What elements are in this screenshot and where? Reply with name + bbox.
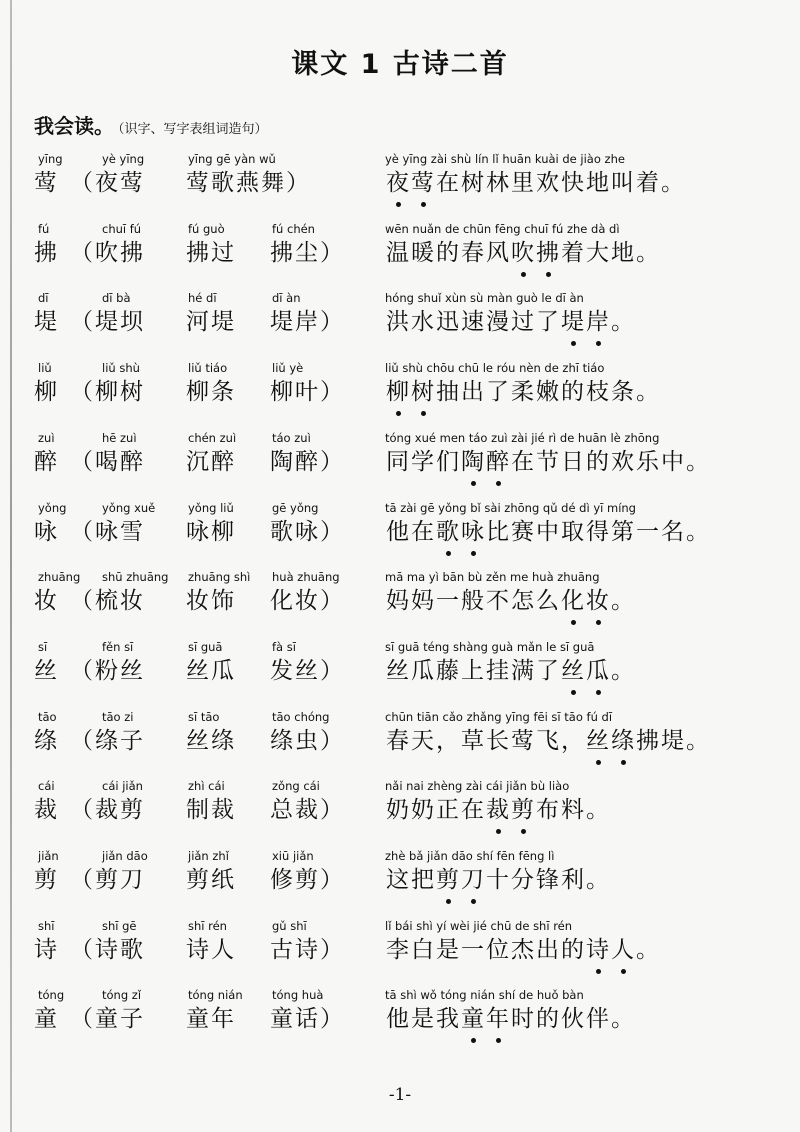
word3: 歌咏） <box>270 518 345 545</box>
word3: 发丝） <box>270 657 345 684</box>
vocab-char: 裁 <box>34 797 59 824</box>
word1: （夜莺 <box>70 170 145 196</box>
word2: 柳条 <box>186 379 236 406</box>
emphasis-dot <box>596 341 601 346</box>
char-pinyin: shī <box>38 918 55 933</box>
sentence-pinyin: liǔ shù chōu chū le róu nèn de zhī tiáo <box>385 361 605 376</box>
vocab-row <box>0 222 800 292</box>
emphasis-dot <box>496 829 501 834</box>
vocab-row <box>0 431 800 501</box>
sentence-pinyin: yè yīng zài shù lín lǐ huān kuài de jiào zhe <box>385 152 625 166</box>
emphasis-dot <box>621 969 626 974</box>
sentence-pinyin: lǐ bái shì yí wèi jié chū de shī rén <box>385 918 573 933</box>
char-pinyin: fú <box>38 221 50 236</box>
char-pinyin: yǒng <box>38 500 67 515</box>
char-pinyin: dī <box>38 291 49 306</box>
word2-pinyin: sī guā <box>188 639 223 654</box>
vocab-char: 剪 <box>34 867 59 893</box>
emphasis-dot <box>596 620 601 625</box>
sentence-pinyin: tā zài gē yǒng bǐ sài zhōng qǔ dé dì yī míng <box>385 500 636 515</box>
word2: 咏柳 <box>186 518 236 545</box>
word3-pinyin: xiū jiǎn <box>272 849 314 863</box>
char-pinyin: zhuāng <box>38 570 81 585</box>
emphasis-dot <box>396 202 401 207</box>
sentence-pinyin: wēn nuǎn de chūn fēng chuī fú zhe dà dì <box>385 221 620 236</box>
word2: 丝瓜 <box>186 657 236 684</box>
emphasis-dot <box>471 481 476 486</box>
word1: （柳树 <box>70 379 145 406</box>
char-pinyin: liǔ <box>38 361 52 376</box>
emphasis-dot <box>571 690 576 695</box>
example-sentence: 春天，草长莺飞，丝绦拂堤。 <box>386 727 711 754</box>
word2: 丝绦 <box>186 727 236 754</box>
vocab-char: 妆 <box>34 588 59 615</box>
char-pinyin: tóng <box>38 988 65 1003</box>
word1-pinyin: shī gē <box>102 918 137 933</box>
word3-pinyin: liǔ yè <box>272 361 304 376</box>
vocab-char: 童 <box>34 1006 59 1033</box>
word2-pinyin: liǔ tiáo <box>188 361 228 376</box>
vocab-char: 柳 <box>34 379 59 406</box>
word2-pinyin: tóng nián <box>188 988 243 1003</box>
vocab-char: 醉 <box>34 448 59 475</box>
word3: 总裁） <box>270 797 345 824</box>
vocab-char: 诗 <box>34 936 59 963</box>
word2: 剪纸 <box>186 867 236 893</box>
word3-pinyin: táo zuì <box>272 430 311 445</box>
example-sentence: 奶奶正在裁剪布料。 <box>386 797 611 824</box>
emphasis-dot <box>446 899 451 904</box>
char-pinyin: tāo <box>38 709 57 724</box>
word1-pinyin: hē zuì <box>102 430 137 445</box>
word2: 拂过 <box>186 239 236 266</box>
word1: （裁剪 <box>70 797 145 824</box>
example-sentence: 同学们陶醉在节日的欢乐中。 <box>386 448 711 475</box>
word3: 柳叶） <box>270 379 345 406</box>
word2-pinyin: zhuāng shì <box>188 570 251 585</box>
emphasis-dot <box>446 551 451 556</box>
vocab-row <box>0 640 800 710</box>
word2-pinyin: yīng gē yàn wǔ <box>188 152 276 166</box>
emphasis-dot <box>596 690 601 695</box>
section-heading <box>34 110 268 139</box>
example-sentence: 洪水迅速漫过了堤岸。 <box>386 309 636 336</box>
emphasis-dot <box>521 829 526 834</box>
word1-pinyin: fěn sī <box>102 639 134 654</box>
emphasis-dot <box>496 481 501 486</box>
word3: 陶醉） <box>270 448 345 475</box>
char-pinyin: cái <box>38 779 55 794</box>
sentence-pinyin: tā shì wǒ tóng nián shí de huǒ bàn <box>385 988 584 1003</box>
vocab-row <box>0 152 800 222</box>
word2: 制裁 <box>186 797 236 824</box>
word1: （剪刀 <box>70 867 145 893</box>
emphasis-dot <box>521 272 526 277</box>
word2: 童年 <box>186 1006 236 1033</box>
vocab-row <box>0 501 800 571</box>
sentence-pinyin: mā ma yì bān bù zěn me huà zhuāng <box>385 570 600 585</box>
vocab-char: 咏 <box>34 518 59 545</box>
vocab-row <box>0 849 800 919</box>
vocab-char: 绦 <box>34 727 59 754</box>
word2-pinyin: shī rén <box>188 918 227 933</box>
word3: 童话） <box>270 1006 345 1033</box>
vocab-row <box>0 988 800 1058</box>
word3-pinyin: gē yǒng <box>272 500 319 515</box>
emphasis-dot <box>571 620 576 625</box>
word3-pinyin: dī àn <box>272 291 301 306</box>
word3-pinyin: tāo chóng <box>272 709 330 724</box>
word1-pinyin: liǔ shù <box>102 361 140 376</box>
word1-pinyin: dī bà <box>102 291 131 306</box>
word2: 河堤 <box>186 309 236 336</box>
word3-pinyin: fà sī <box>272 639 296 654</box>
word1: （梳妆 <box>70 588 145 615</box>
word2: 沉醉 <box>186 448 236 475</box>
word3-pinyin: fú chén <box>272 221 315 236</box>
page-number: -1- <box>388 1085 412 1105</box>
emphasis-dot <box>546 272 551 277</box>
emphasis-dot <box>396 411 401 416</box>
vocab-row <box>0 919 800 989</box>
emphasis-dot <box>621 760 626 765</box>
word1: （堤坝 <box>70 309 145 336</box>
vocab-row <box>0 291 800 361</box>
vocab-row <box>0 710 800 780</box>
section-note: （识字、写字表组词造句） <box>118 122 268 137</box>
word2-pinyin: fú guò <box>188 221 225 236</box>
word3-pinyin: tóng huà <box>272 988 324 1003</box>
word1: （童子 <box>70 1006 145 1033</box>
section-heading-text: 我会读。 <box>34 114 114 138</box>
sentence-pinyin: hóng shuǐ xùn sù màn guò le dī àn <box>385 291 584 306</box>
word2-pinyin: hé dī <box>188 291 217 306</box>
vocab-char: 堤 <box>34 309 59 336</box>
word3: 古诗） <box>270 936 345 963</box>
word3-pinyin: huà zhuāng <box>272 570 340 585</box>
vocab-row <box>0 779 800 849</box>
word1: （诗歌 <box>70 936 145 963</box>
emphasis-dot <box>421 411 426 416</box>
emphasis-dot <box>421 202 426 207</box>
word3: 修剪） <box>270 867 345 893</box>
example-sentence: 这把剪刀十分锋利。 <box>386 867 611 893</box>
word2: 诗人 <box>186 936 236 963</box>
emphasis-dot <box>471 899 476 904</box>
word2-pinyin: sī tāo <box>188 709 220 724</box>
char-pinyin: sī <box>38 639 48 654</box>
word3-pinyin: zǒng cái <box>272 779 320 794</box>
vocab-char: 莺 <box>34 170 59 196</box>
word2: 莺歌燕舞） <box>186 170 311 196</box>
word1-pinyin: yè yīng <box>102 152 145 166</box>
word3: 绦虫） <box>270 727 345 754</box>
sentence-pinyin: nǎi nai zhèng zài cái jiǎn bù liào <box>385 779 570 794</box>
word3: 化妆） <box>270 588 345 615</box>
emphasis-dot <box>596 969 601 974</box>
word3: 拂尘） <box>270 239 345 266</box>
vocab-row <box>0 361 800 431</box>
word3: 堤岸） <box>270 309 345 336</box>
emphasis-dot <box>571 341 576 346</box>
example-sentence: 李白是一位杰出的诗人。 <box>386 936 661 963</box>
word1-pinyin: tāo zi <box>102 709 134 724</box>
example-sentence: 柳树抽出了柔嫩的枝条。 <box>386 379 661 406</box>
sentence-pinyin: zhè bǎ jiǎn dāo shí fēn fēng lì <box>385 849 555 863</box>
vocab-row <box>0 570 800 640</box>
word1-pinyin: chuī fú <box>102 221 142 236</box>
emphasis-dot <box>596 760 601 765</box>
word1: （粉丝 <box>70 657 145 684</box>
page-title: 课文 1 古诗二首 <box>291 49 509 80</box>
char-pinyin: zuì <box>38 430 55 445</box>
sentence-pinyin: sī guā téng shàng guà mǎn le sī guā <box>385 639 595 654</box>
vocab-char: 丝 <box>34 657 59 684</box>
sentence-pinyin: tóng xué men táo zuì zài jié rì de huān lè zhōng <box>385 430 660 445</box>
example-sentence: 他在歌咏比赛中取得第一名。 <box>386 518 711 545</box>
word1-pinyin: shū zhuāng <box>102 570 169 585</box>
word1-pinyin: cái jiǎn <box>102 779 143 794</box>
word2: 妆饰 <box>186 588 236 615</box>
word1: （咏雪 <box>70 518 145 545</box>
example-sentence: 他是我童年时的伙伴。 <box>386 1006 636 1033</box>
example-sentence: 丝瓜藤上挂满了丝瓜。 <box>386 657 636 684</box>
word1-pinyin: jiǎn dāo <box>102 849 148 863</box>
word2-pinyin: zhì cái <box>188 779 225 794</box>
word1-pinyin: tóng zǐ <box>102 988 142 1003</box>
word2-pinyin: yǒng liǔ <box>188 500 234 515</box>
emphasis-dot <box>471 551 476 556</box>
char-pinyin: yīng <box>38 152 63 166</box>
example-sentence: 妈妈一般不怎么化妆。 <box>386 588 636 615</box>
word3-pinyin: gǔ shī <box>272 918 307 933</box>
example-sentence: 温暖的春风吹拂着大地。 <box>386 239 661 266</box>
vocab-char: 拂 <box>34 239 59 266</box>
sentence-pinyin: chūn tiān cǎo zhǎng yīng fēi sī tāo fú dī <box>385 709 613 724</box>
word1: （喝醉 <box>70 448 145 475</box>
emphasis-dot <box>471 1038 476 1043</box>
example-sentence: 夜莺在树林里欢快地叫着。 <box>386 170 686 196</box>
word2-pinyin: chén zuì <box>188 430 237 445</box>
word1-pinyin: yǒng xuě <box>102 500 156 515</box>
word1: （吹拂 <box>70 239 145 266</box>
char-pinyin: jiǎn <box>38 849 59 863</box>
word2-pinyin: jiǎn zhǐ <box>188 849 229 863</box>
word1: （绦子 <box>70 727 145 754</box>
emphasis-dot <box>496 1038 501 1043</box>
